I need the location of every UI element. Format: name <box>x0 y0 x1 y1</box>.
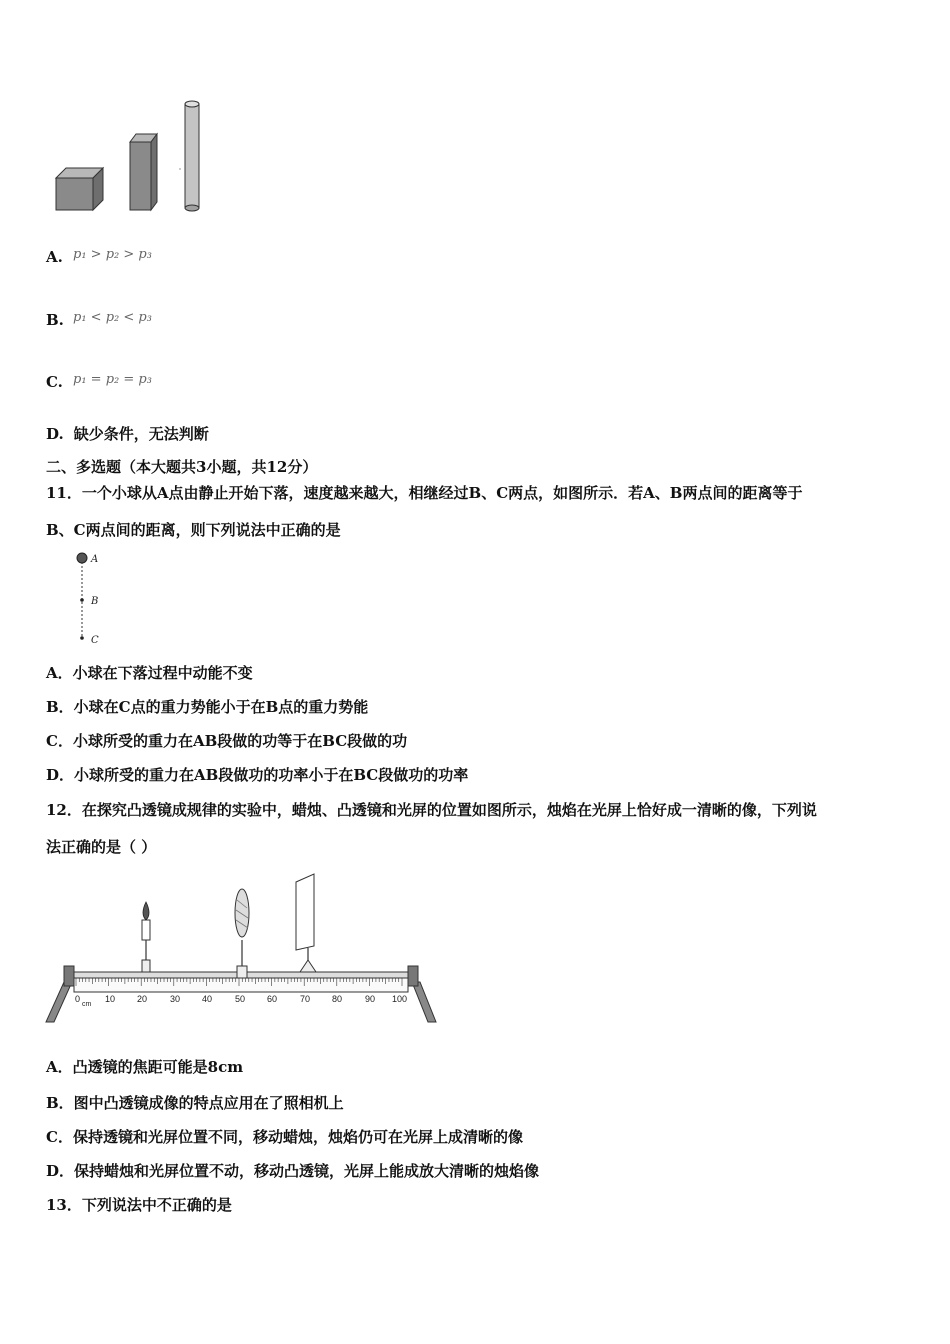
ruler-label-10: 10 <box>105 994 116 1004</box>
q12-option-a: A．凸透镜的焦距可能是8cm <box>46 1058 244 1076</box>
ruler-label-70: 70 <box>300 994 311 1004</box>
cylinder-solid <box>180 101 199 211</box>
q10-option-b-letter: B. <box>46 311 64 329</box>
q10-option-c-letter: C. <box>46 373 63 391</box>
ruler-label-40: 40 <box>202 994 213 1004</box>
q11-falling-ball-figure <box>72 548 112 648</box>
ruler-label-cm: cm <box>82 1001 92 1008</box>
q12-stem-line2: 法正确的是（ ） <box>46 838 157 856</box>
flame-icon <box>143 902 149 920</box>
q11-option-c: C．小球所受的重力在AB段做的功等于在BC段做的功 <box>46 732 408 750</box>
q10-option-d-letter: D. <box>46 425 64 443</box>
ball-icon <box>77 553 87 563</box>
q12-option-d: D．保持蜡烛和光屏位置不动，移动凸透镜，光屏上能成放大清晰的烛焰像 <box>46 1162 540 1180</box>
convex-lens-on-holder <box>235 889 249 978</box>
q10-option-d <box>46 424 209 444</box>
ruler-label-100: 100 <box>392 994 408 1004</box>
ruler-label-50: 50 <box>235 994 246 1004</box>
ruler-label-80: 80 <box>332 994 343 1004</box>
q10-option-c-expr: p₁ = p₂ = p₃ <box>73 372 152 387</box>
q12-optical-bench-figure <box>46 870 438 1030</box>
q13-stem: 13．下列说法中不正确的是 <box>46 1196 232 1214</box>
cube-solid <box>56 168 103 210</box>
point-b-label: B <box>91 596 99 607</box>
q11-option-d: D．小球所受的重力在AB段做功的功率小于在BC段做功的功率 <box>46 766 469 784</box>
light-screen-on-holder <box>296 874 316 972</box>
q10-solids-figure <box>50 98 210 218</box>
ruler-label-0: 0 <box>75 994 81 1004</box>
q11-option-b: B．小球在C点的重力势能小于在B点的重力势能 <box>46 698 369 716</box>
q10-option-a-letter: A. <box>46 248 63 266</box>
q10-option-d-text: 缺少条件，无法判断 <box>73 425 209 443</box>
q12-option-c: C．保持透镜和光屏位置不同，移动蜡烛，烛焰仍可在光屏上成清晰的像 <box>46 1128 523 1146</box>
q12-option-b: B．图中凸透镜成像的特点应用在了照相机上 <box>46 1094 344 1112</box>
ruler-label-30: 30 <box>170 994 181 1004</box>
ruler-label-90: 90 <box>365 994 376 1004</box>
q12-stem-line1: 12．在探究凸透镜成规律的实验中，蜡烛、凸透镜和光屏的位置如图所示，烛焰在光屏上恰好成一清晰的像，下列说 <box>46 801 817 819</box>
ruler-label-60: 60 <box>267 994 278 1004</box>
tall-box-solid <box>130 134 157 210</box>
ruler-labels <box>75 994 407 1008</box>
ruler-label-20: 20 <box>137 994 148 1004</box>
q10-option-b-expr: p₁ < p₂ < p₃ <box>73 310 152 325</box>
point-c-label: C <box>91 635 99 646</box>
q11-stem-line1: 11．一个小球从A点由静止开始下落，速度越来越大，相继经过B、C两点，如图所示．若A、B两点间的距离等于 <box>46 484 803 502</box>
point-a-label: A <box>91 554 99 565</box>
candle-on-holder <box>142 902 150 972</box>
q11-stem-line2: B、C两点间的距离，则下列说法中正确的是 <box>46 521 341 539</box>
q11-option-a: A．小球在下落过程中动能不变 <box>46 664 253 682</box>
section2-title: 二、多选题（本大题共3小题，共12分） <box>46 458 318 476</box>
q10-option-a-expr: p₁ > p₂ > p₃ <box>73 247 152 262</box>
